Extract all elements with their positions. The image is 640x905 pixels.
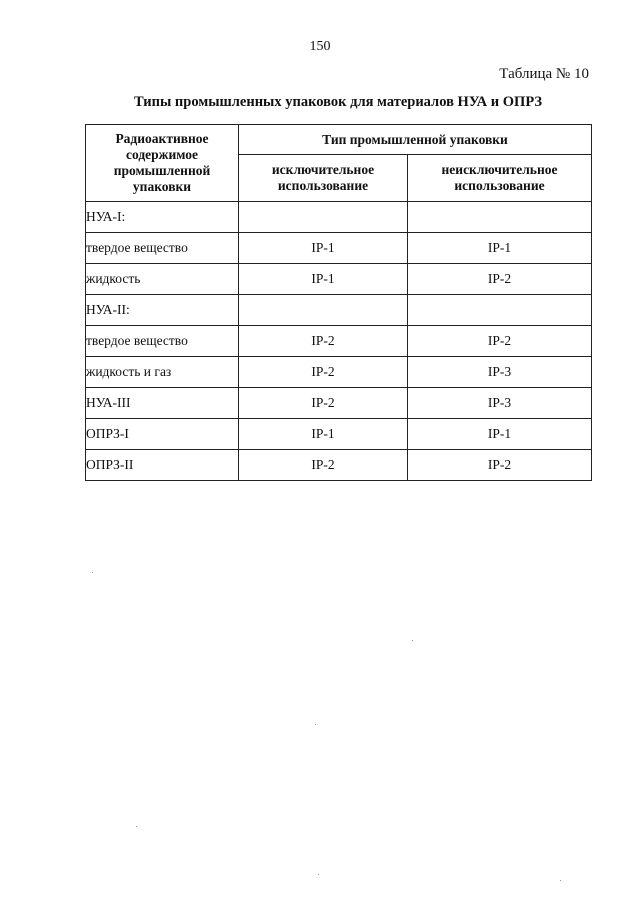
table-row [86, 202, 592, 233]
non-exclusive-value: IP-3 [408, 388, 592, 419]
exclusive-value: IP-1 [239, 233, 408, 264]
table-row [86, 450, 592, 481]
scan-speck [315, 724, 316, 725]
row-label: твердое вещество [86, 326, 239, 357]
table-row [86, 264, 592, 295]
exclusive-value: IP-1 [239, 264, 408, 295]
non-exclusive-value [408, 202, 592, 233]
scan-speck [92, 572, 93, 573]
row-label: ОПРЗ-II [86, 450, 239, 481]
page-number: 150 [309, 39, 331, 54]
scan-speck [318, 874, 319, 875]
header-non-exclusive-use: неисключительное использование [408, 155, 592, 202]
exclusive-value: IP-2 [239, 388, 408, 419]
non-exclusive-value [408, 295, 592, 326]
row-label: твердое вещество [86, 233, 239, 264]
table-title: Типы промышленных упаковок для материалов НУА и ОПРЗ [133, 94, 543, 110]
header-exclusive-use: исключительное использование [239, 155, 408, 202]
exclusive-value [239, 295, 408, 326]
scan-speck [560, 880, 561, 881]
packaging-types-table [85, 124, 592, 481]
table-row [86, 326, 592, 357]
scan-speck [136, 826, 137, 827]
non-exclusive-value: IP-2 [408, 326, 592, 357]
non-exclusive-value: IP-1 [408, 419, 592, 450]
table-row [86, 388, 592, 419]
exclusive-value: IP-2 [239, 450, 408, 481]
exclusive-value: IP-2 [239, 357, 408, 388]
header-row-group [86, 125, 592, 155]
non-exclusive-value: IP-2 [408, 450, 592, 481]
row-label: НУА-II: [86, 295, 239, 326]
table-row [86, 357, 592, 388]
row-label: ОПРЗ-I [86, 419, 239, 450]
scan-speck [412, 640, 413, 641]
non-exclusive-value: IP-1 [408, 233, 592, 264]
header-radioactive-content: Радиоактивное содержимое промышленной упаковки [86, 125, 239, 202]
exclusive-value: IP-1 [239, 419, 408, 450]
row-label: жидкость [86, 264, 239, 295]
header-package-type: Тип промышленной упаковки [239, 125, 592, 155]
table-row [86, 419, 592, 450]
non-exclusive-value: IP-3 [408, 357, 592, 388]
row-label: жидкость и газ [86, 357, 239, 388]
table-caption: Таблица № 10 [499, 66, 589, 82]
row-label: НУА-III [86, 388, 239, 419]
table-row [86, 295, 592, 326]
exclusive-value [239, 202, 408, 233]
non-exclusive-value: IP-2 [408, 264, 592, 295]
exclusive-value: IP-2 [239, 326, 408, 357]
row-label: НУА-I: [86, 202, 239, 233]
table-row [86, 233, 592, 264]
